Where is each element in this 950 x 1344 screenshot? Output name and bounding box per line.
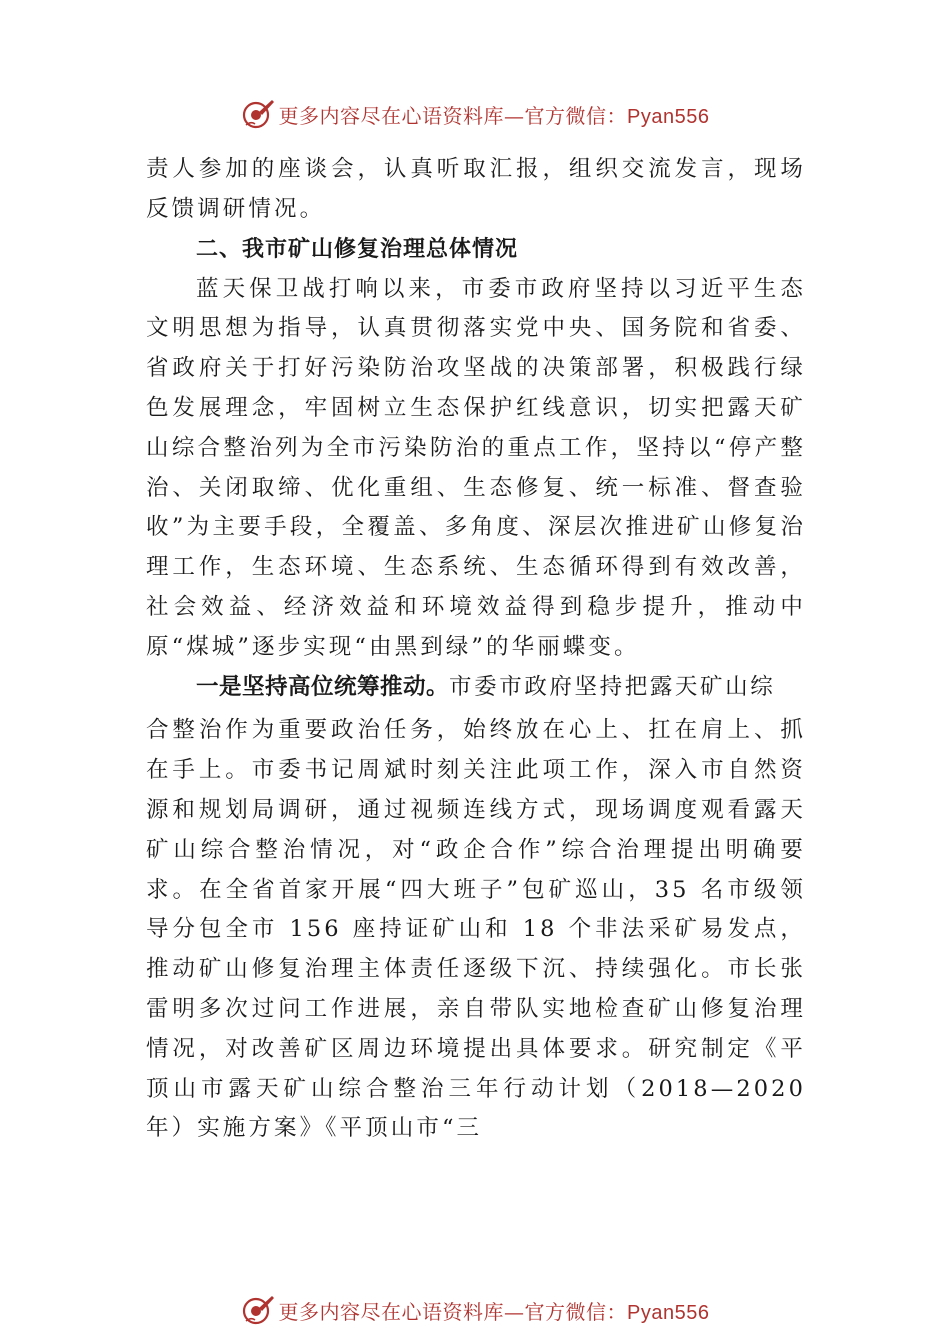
document-body: [146, 150, 806, 1149]
coordination-paragraph-first-line: [146, 668, 806, 708]
continuation-paragraph: 责人参加的座谈会，认真听取汇报，组织交流发言，现场反馈调研情况。: [146, 156, 806, 222]
footer-banner-dash: —: [504, 1299, 525, 1324]
banner-main: 更多内容尽在心语资料库: [278, 103, 505, 128]
overview-paragraph: 蓝天保卫战打响以来，市委市政府坚持以习近平生态文明思想为指导，认真贯彻落实党中央、国务院和省委、省政府关于打好污染防治攻坚战的决策部署，积极践行绿色发展理念，牢固树立生态保护红线意识，切实把露天矿山综合整治列为全市污染防治的重点工作，坚持以“停产整治、关闭取缔、优化重组、生态修复、统一标准、督查验收”为主要手段，全覆盖、多角度、深层次推进矿山修复治理工作，生态环境、生态系统、生态循环得到有效改善，社会效益、经济效益和环境效益得到稳步提升，推动中原“煤城”逐步实现“由黑到绿”的华丽蝶变。: [146, 275, 806, 660]
banner-account: Pyan556: [627, 105, 710, 128]
header-banner: [0, 94, 950, 134]
paragraph-lead: 一是坚持高位统筹推动。: [196, 673, 450, 700]
footer-banner-label: 官方微信：: [524, 1299, 628, 1324]
footer-banner-account: Pyan556: [627, 1301, 710, 1324]
section-heading: 二、我市矿山修复治理总体情况: [196, 236, 519, 262]
pen-logo-icon: [241, 1293, 275, 1327]
pen-logo-icon: [241, 97, 275, 131]
footer-banner-main: 更多内容尽在心语资料库: [278, 1299, 505, 1324]
banner-label: 官方微信：: [524, 103, 628, 128]
coordination-paragraph: 合整治作为重要政治任务，始终放在心上、扛在肩上、抓在手上。市委书记周斌时刻关注此项工作，深入市自然资源和规划局调研，通过视频连线方式，现场调度观看露天矿山综合整治情况，对“政企合作”综合治理提出明确要求。在全省首家开展“四大班子”包矿巡山，35 名市级领导分包全市 156 座持证矿山和 18 个非法采矿易发点，推动矿山修复治理主体责任逐级下沉、持续强化。市长张雷明多次过问工作进展，亲自带队实地检查矿山修复治理情况，对改善矿区周边环境提出具体要求。研究制定《平顶山市露天矿山综合整治三年行动计划（2018—2020 年）实施方案》《平顶山市“三: [146, 717, 806, 1142]
paragraph-first-line: 市委市政府坚持把露天矿山综: [449, 673, 776, 700]
banner-dash: —: [504, 103, 525, 128]
footer-banner-text: [279, 1296, 710, 1325]
footer-banner: [0, 1290, 950, 1330]
banner-text: [279, 100, 710, 129]
